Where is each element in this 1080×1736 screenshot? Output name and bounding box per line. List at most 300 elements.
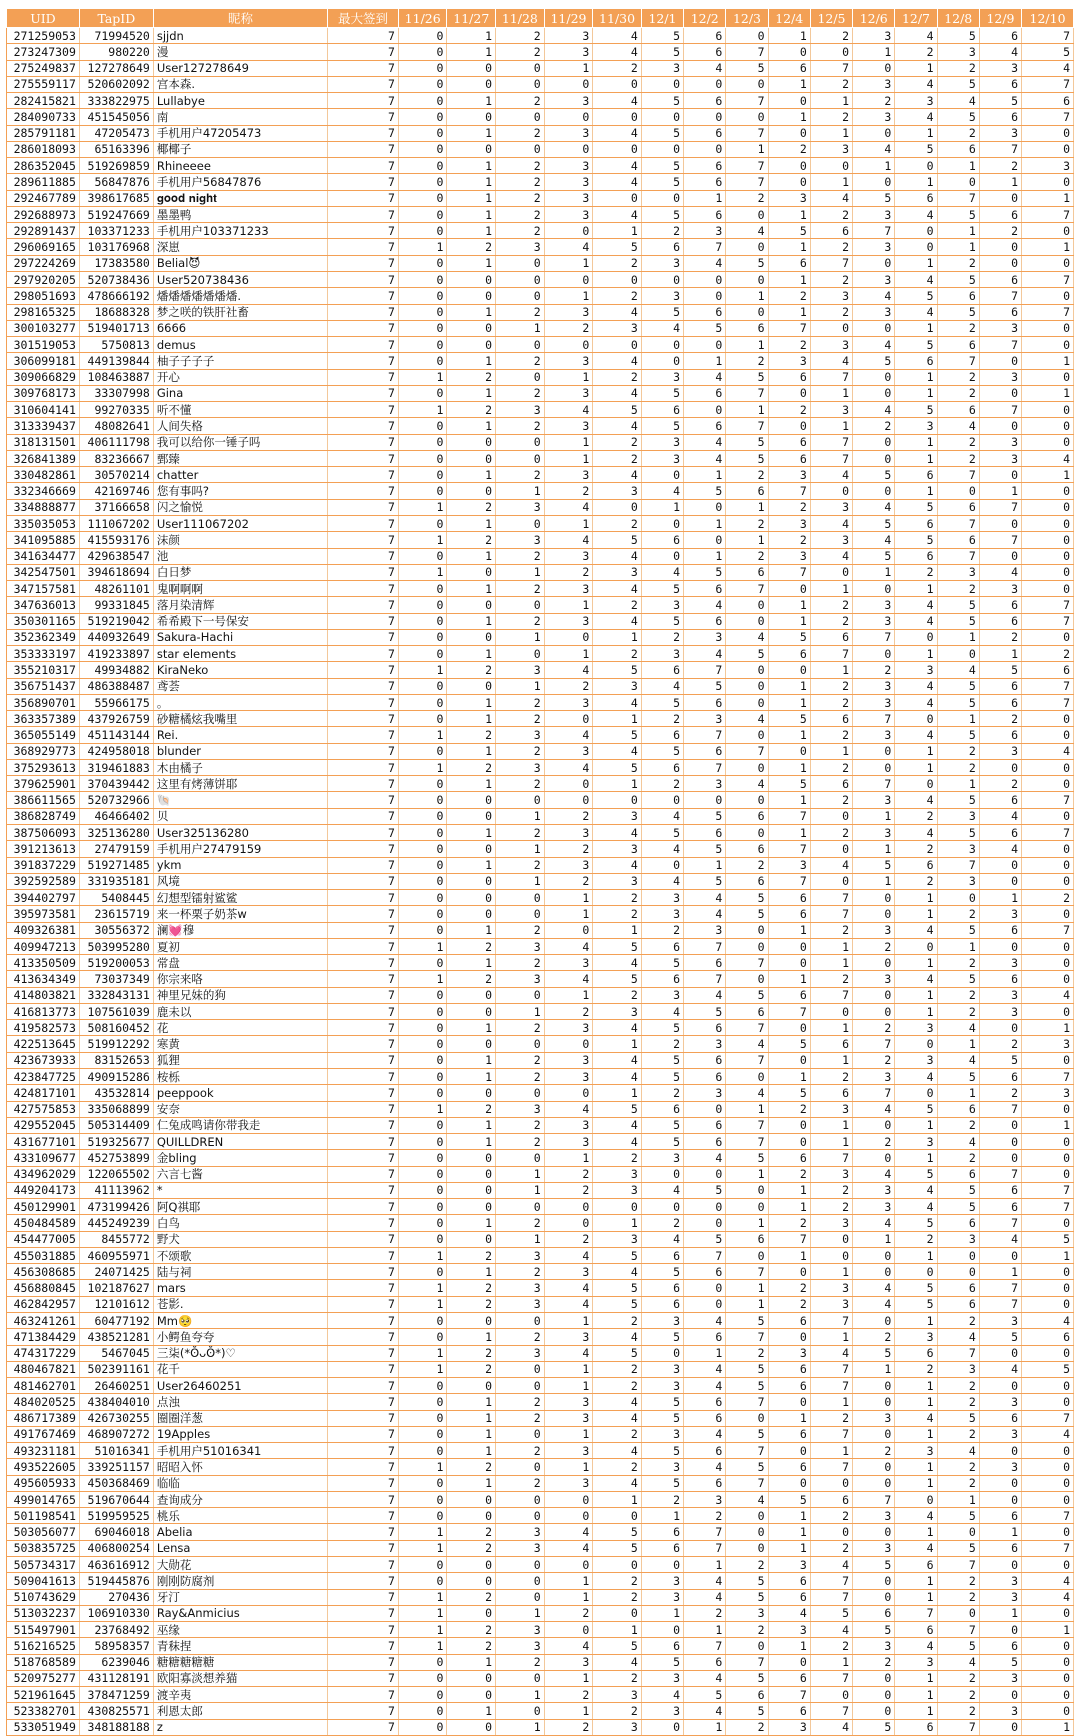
cell-d1130: 5 — [593, 1247, 642, 1263]
cell-d1130: 2 — [593, 906, 642, 922]
cell-uid: 347157581 — [7, 581, 80, 597]
table-row — [7, 1687, 1074, 1703]
cell-d1128: 2 — [496, 44, 545, 60]
table-row — [7, 174, 1074, 190]
cell-d1130: 5 — [593, 402, 642, 418]
cell-nickname: Sakura-Hachi — [153, 629, 327, 645]
cell-d1127: 0 — [447, 873, 496, 889]
cell-d1205: 1 — [810, 1052, 852, 1068]
cell-d1207: 1 — [895, 1312, 937, 1328]
cell-d1128: 0 — [496, 792, 545, 808]
cell-d1201: 5 — [641, 1329, 683, 1345]
cell-d1204: 2 — [768, 402, 810, 418]
cell-d1127: 2 — [447, 239, 496, 255]
cell-d1208: 0 — [937, 483, 979, 499]
cell-d1207: 5 — [895, 1166, 937, 1182]
cell-d1130: 1 — [593, 711, 642, 727]
table-row — [7, 1556, 1074, 1572]
cell-d1210: 4 — [1022, 1312, 1074, 1328]
cell-tapid: 519325677 — [79, 1134, 153, 1150]
cell-d1210: 4 — [1022, 1426, 1074, 1442]
cell-uid: 481462701 — [7, 1378, 80, 1394]
cell-d1206: 0 — [853, 369, 895, 385]
cell-d1210: 7 — [1022, 694, 1074, 710]
cell-d1203: 5 — [726, 1589, 768, 1605]
cell-nickname: peeppook — [153, 1085, 327, 1101]
cell-d1205: 3 — [810, 1296, 852, 1312]
cell-d1205: 4 — [810, 857, 852, 873]
cell-d1130: 5 — [593, 532, 642, 548]
cell-d1128: 0 — [496, 1573, 545, 1589]
cell-d1203: 6 — [726, 841, 768, 857]
cell-d1209: 0 — [979, 418, 1021, 434]
cell-d1206: 7 — [853, 776, 895, 792]
table-row — [7, 1150, 1074, 1166]
cell-d1209: 0 — [979, 353, 1021, 369]
cell-d1206: 4 — [853, 1296, 895, 1312]
cell-max-checkin: 7 — [328, 1231, 399, 1247]
cell-d1201: 6 — [641, 239, 683, 255]
table-row — [7, 906, 1074, 922]
table-body — [7, 28, 1074, 1736]
cell-d1126: 0 — [398, 1475, 447, 1491]
cell-d1209: 6 — [979, 1182, 1021, 1198]
cell-d1207: 4 — [895, 1069, 937, 1085]
cell-d1126: 0 — [398, 694, 447, 710]
cell-tapid: 6239046 — [79, 1654, 153, 1670]
cell-d1203: 7 — [726, 385, 768, 401]
cell-d1130: 1 — [593, 1622, 642, 1638]
cell-d1126: 1 — [398, 1459, 447, 1475]
cell-d1209: 7 — [979, 1296, 1021, 1312]
cell-tapid: 519271485 — [79, 857, 153, 873]
cell-d1130: 3 — [593, 841, 642, 857]
cell-d1127: 0 — [447, 1166, 496, 1182]
cell-d1208: 2 — [937, 1589, 979, 1605]
cell-d1209: 1 — [979, 1264, 1021, 1280]
cell-d1202: 5 — [684, 1003, 726, 1019]
cell-d1203: 7 — [726, 93, 768, 109]
cell-d1127: 1 — [447, 158, 496, 174]
cell-d1204: 1 — [768, 1524, 810, 1540]
cell-d1209: 7 — [979, 1280, 1021, 1296]
cell-d1202: 5 — [684, 1687, 726, 1703]
cell-d1205: 0 — [810, 808, 852, 824]
cell-d1129: 2 — [544, 1003, 593, 1019]
header-row — [7, 9, 1074, 28]
cell-d1126: 0 — [398, 304, 447, 320]
cell-d1130: 4 — [593, 385, 642, 401]
cell-d1128: 1 — [496, 483, 545, 499]
cell-d1130: 1 — [593, 1085, 642, 1101]
cell-uid: 292467789 — [7, 190, 80, 206]
cell-d1207: 3 — [895, 1443, 937, 1459]
cell-d1204: 1 — [768, 971, 810, 987]
cell-d1204: 3 — [768, 515, 810, 531]
cell-d1204: 7 — [768, 320, 810, 336]
cell-d1201: 0 — [641, 1199, 683, 1215]
cell-d1203: 4 — [726, 1036, 768, 1052]
cell-d1209: 3 — [979, 450, 1021, 466]
cell-tapid: 12101612 — [79, 1296, 153, 1312]
column-header-d1129: 11/29 — [544, 9, 593, 28]
cell-d1207: 1 — [895, 385, 937, 401]
cell-nickname: 圈圈洋葱 — [153, 1410, 327, 1426]
cell-nickname: 夏初 — [153, 938, 327, 954]
cell-d1210: 4 — [1022, 987, 1074, 1003]
cell-d1208: 7 — [937, 857, 979, 873]
cell-d1202: 4 — [684, 987, 726, 1003]
cell-d1129: 3 — [544, 190, 593, 206]
cell-d1130: 2 — [593, 288, 642, 304]
table-row — [7, 597, 1074, 613]
cell-d1130: 4 — [593, 1020, 642, 1036]
cell-d1129: 0 — [544, 776, 593, 792]
cell-d1130: 4 — [593, 1394, 642, 1410]
cell-d1201: 0 — [641, 857, 683, 873]
cell-d1208: 5 — [937, 271, 979, 287]
cell-d1208: 5 — [937, 206, 979, 222]
cell-d1202: 3 — [684, 629, 726, 645]
cell-d1129: 2 — [544, 678, 593, 694]
cell-d1209: 6 — [979, 727, 1021, 743]
cell-d1210: 7 — [1022, 304, 1074, 320]
cell-d1209: 6 — [979, 271, 1021, 287]
cell-d1209: 1 — [979, 646, 1021, 662]
cell-d1207: 1 — [895, 987, 937, 1003]
cell-d1201: 6 — [641, 1280, 683, 1296]
cell-d1208: 2 — [937, 434, 979, 450]
table-row — [7, 662, 1074, 678]
cell-uid: 341095885 — [7, 532, 80, 548]
cell-d1201: 0 — [641, 467, 683, 483]
cell-nickname: mars — [153, 1280, 327, 1296]
cell-d1209: 6 — [979, 678, 1021, 694]
cell-d1202: 5 — [684, 678, 726, 694]
cell-d1206: 2 — [853, 1329, 895, 1345]
cell-nickname: 𝐠𝐨𝐨𝐝 𝐧𝐢𝐠𝐡𝐭 — [153, 190, 327, 206]
cell-d1205: 2 — [810, 678, 852, 694]
cell-d1205: 2 — [810, 1182, 852, 1198]
cell-d1130: 2 — [593, 1670, 642, 1686]
cell-d1129: 0 — [544, 792, 593, 808]
cell-d1204: 1 — [768, 1508, 810, 1524]
cell-d1129: 0 — [544, 271, 593, 287]
cell-d1126: 0 — [398, 1069, 447, 1085]
cell-d1209: 0 — [979, 1687, 1021, 1703]
cell-d1210: 7 — [1022, 922, 1074, 938]
cell-d1209: 6 — [979, 597, 1021, 613]
cell-d1130: 1 — [593, 922, 642, 938]
cell-d1208: 3 — [937, 1231, 979, 1247]
cell-nickname: 渡辛夷 — [153, 1687, 327, 1703]
cell-d1202: 7 — [684, 662, 726, 678]
cell-nickname: 幻想型镭射鲨鲨 — [153, 890, 327, 906]
cell-d1208: 2 — [937, 450, 979, 466]
cell-d1126: 0 — [398, 1654, 447, 1670]
cell-uid: 454477005 — [7, 1231, 80, 1247]
cell-d1210: 0 — [1022, 499, 1074, 515]
cell-d1210: 0 — [1022, 1052, 1074, 1068]
cell-d1127: 0 — [447, 1231, 496, 1247]
cell-uid: 363357389 — [7, 711, 80, 727]
cell-d1208: 2 — [937, 1687, 979, 1703]
cell-d1128: 3 — [496, 1247, 545, 1263]
cell-nickname: 鬼啊啊啊 — [153, 581, 327, 597]
cell-nickname: 桉栎 — [153, 1069, 327, 1085]
cell-d1208: 3 — [937, 44, 979, 60]
cell-d1206: 3 — [853, 109, 895, 125]
cell-d1206: 5 — [853, 467, 895, 483]
cell-d1206: 4 — [853, 532, 895, 548]
cell-d1206: 0 — [853, 890, 895, 906]
cell-d1201: 3 — [641, 1670, 683, 1686]
cell-d1207: 0 — [895, 223, 937, 239]
cell-d1209: 0 — [979, 1475, 1021, 1491]
cell-d1127: 0 — [447, 288, 496, 304]
cell-max-checkin: 7 — [328, 158, 399, 174]
cell-d1130: 5 — [593, 727, 642, 743]
cell-d1204: 6 — [768, 60, 810, 76]
cell-d1206: 0 — [853, 955, 895, 971]
cell-tapid: 426730255 — [79, 1410, 153, 1426]
cell-nickname: 这里有烤薄饼耶 — [153, 776, 327, 792]
cell-d1210: 0 — [1022, 1394, 1074, 1410]
cell-d1127: 1 — [447, 1475, 496, 1491]
cell-nickname: 金bling — [153, 1150, 327, 1166]
cell-d1128: 0 — [496, 255, 545, 271]
cell-max-checkin: 7 — [328, 1296, 399, 1312]
cell-d1203: 0 — [726, 76, 768, 92]
table-row — [7, 418, 1074, 434]
cell-d1127: 0 — [447, 337, 496, 353]
cell-max-checkin: 7 — [328, 759, 399, 775]
cell-d1203: 2 — [726, 353, 768, 369]
cell-d1207: 1 — [895, 483, 937, 499]
cell-d1203: 2 — [726, 190, 768, 206]
cell-d1129: 1 — [544, 1361, 593, 1377]
cell-d1126: 0 — [398, 1150, 447, 1166]
cell-d1208: 5 — [937, 922, 979, 938]
cell-d1128: 2 — [496, 158, 545, 174]
cell-d1126: 1 — [398, 759, 447, 775]
cell-d1210: 0 — [1022, 320, 1074, 336]
cell-d1202: 4 — [684, 1573, 726, 1589]
cell-d1204: 6 — [768, 890, 810, 906]
cell-d1203: 1 — [726, 288, 768, 304]
cell-d1127: 2 — [447, 759, 496, 775]
cell-d1201: 6 — [641, 662, 683, 678]
cell-d1202: 6 — [684, 1069, 726, 1085]
cell-tapid: 8455772 — [79, 1231, 153, 1247]
cell-d1205: 4 — [810, 1719, 852, 1735]
cell-d1202: 0 — [684, 402, 726, 418]
cell-uid: 518768589 — [7, 1654, 80, 1670]
cell-d1129: 4 — [544, 239, 593, 255]
cell-tapid: 519670644 — [79, 1491, 153, 1507]
column-header-d1204: 12/4 — [768, 9, 810, 28]
cell-max-checkin: 7 — [328, 1378, 399, 1394]
cell-d1130: 3 — [593, 1231, 642, 1247]
cell-uid: 350301165 — [7, 613, 80, 629]
cell-d1208: 6 — [937, 1215, 979, 1231]
cell-d1207: 0 — [895, 629, 937, 645]
cell-d1202: 6 — [684, 694, 726, 710]
cell-d1210: 7 — [1022, 825, 1074, 841]
cell-d1209: 2 — [979, 629, 1021, 645]
cell-d1203: 0 — [726, 239, 768, 255]
cell-tapid: 319461883 — [79, 759, 153, 775]
cell-d1129: 0 — [544, 1215, 593, 1231]
cell-d1204: 7 — [768, 1231, 810, 1247]
cell-max-checkin: 7 — [328, 792, 399, 808]
cell-d1130: 4 — [593, 206, 642, 222]
cell-d1201: 0 — [641, 792, 683, 808]
cell-d1126: 0 — [398, 1703, 447, 1719]
cell-d1206: 1 — [853, 873, 895, 889]
cell-max-checkin: 7 — [328, 1134, 399, 1150]
cell-max-checkin: 7 — [328, 776, 399, 792]
cell-d1201: 0 — [641, 1556, 683, 1572]
cell-d1203: 1 — [726, 532, 768, 548]
cell-uid: 449204173 — [7, 1182, 80, 1198]
cell-d1127: 1 — [447, 1117, 496, 1133]
cell-d1207: 3 — [895, 1020, 937, 1036]
cell-d1126: 0 — [398, 28, 447, 44]
cell-d1203: 5 — [726, 1378, 768, 1394]
cell-uid: 520975277 — [7, 1670, 80, 1686]
cell-d1201: 5 — [641, 385, 683, 401]
cell-d1208: 0 — [937, 174, 979, 190]
cell-d1207: 3 — [895, 418, 937, 434]
cell-uid: 379625901 — [7, 776, 80, 792]
cell-d1203: 0 — [726, 1247, 768, 1263]
cell-d1126: 0 — [398, 597, 447, 613]
cell-d1128: 2 — [496, 385, 545, 401]
cell-d1210: 7 — [1022, 597, 1074, 613]
cell-d1126: 1 — [398, 1638, 447, 1654]
cell-d1126: 0 — [398, 1491, 447, 1507]
cell-d1204: 0 — [768, 44, 810, 60]
cell-uid: 416813773 — [7, 1003, 80, 1019]
cell-d1201: 5 — [641, 1264, 683, 1280]
cell-d1205: 1 — [810, 125, 852, 141]
cell-d1206: 4 — [853, 1280, 895, 1296]
cell-d1208: 2 — [937, 1378, 979, 1394]
table-row — [7, 1166, 1074, 1182]
cell-d1201: 5 — [641, 1475, 683, 1491]
cell-tapid: 107561039 — [79, 1003, 153, 1019]
cell-d1205: 6 — [810, 1036, 852, 1052]
cell-d1207: 3 — [895, 1329, 937, 1345]
cell-d1205: 1 — [810, 385, 852, 401]
cell-nickname: 池 — [153, 548, 327, 564]
cell-max-checkin: 7 — [328, 1329, 399, 1345]
cell-d1204: 1 — [768, 727, 810, 743]
cell-tapid: 55966175 — [79, 694, 153, 710]
cell-uid: 356890701 — [7, 694, 80, 710]
cell-d1130: 4 — [593, 1264, 642, 1280]
cell-d1210: 4 — [1022, 450, 1074, 466]
table-row — [7, 467, 1074, 483]
column-header-d1201: 12/1 — [641, 9, 683, 28]
cell-uid: 455031885 — [7, 1247, 80, 1263]
cell-d1128: 2 — [496, 1443, 545, 1459]
cell-d1201: 0 — [641, 271, 683, 287]
cell-d1130: 0 — [593, 1556, 642, 1572]
table-row — [7, 532, 1074, 548]
cell-d1126: 1 — [398, 1361, 447, 1377]
cell-nickname: 苍影. — [153, 1296, 327, 1312]
table-row — [7, 1394, 1074, 1410]
cell-d1204: 0 — [768, 955, 810, 971]
cell-d1209: 0 — [979, 1117, 1021, 1133]
cell-d1208: 6 — [937, 402, 979, 418]
cell-d1127: 0 — [447, 564, 496, 580]
cell-d1207: 5 — [895, 402, 937, 418]
table-row — [7, 60, 1074, 76]
cell-d1204: 6 — [768, 646, 810, 662]
cell-d1205: 1 — [810, 1117, 852, 1133]
cell-d1207: 1 — [895, 646, 937, 662]
cell-d1130: 2 — [593, 1589, 642, 1605]
cell-d1129: 3 — [544, 206, 593, 222]
cell-max-checkin: 7 — [328, 873, 399, 889]
cell-d1210: 0 — [1022, 1459, 1074, 1475]
cell-d1130: 4 — [593, 125, 642, 141]
cell-d1126: 0 — [398, 44, 447, 60]
cell-d1205: 1 — [810, 1134, 852, 1150]
cell-max-checkin: 7 — [328, 1182, 399, 1198]
cell-d1202: 0 — [684, 141, 726, 157]
cell-d1202: 6 — [684, 125, 726, 141]
cell-d1208: 1 — [937, 711, 979, 727]
cell-d1203: 6 — [726, 808, 768, 824]
cell-d1208: 4 — [937, 418, 979, 434]
column-header-d1126: 11/26 — [398, 9, 447, 28]
table-row — [7, 190, 1074, 206]
cell-d1206: 4 — [853, 1101, 895, 1117]
table-row — [7, 1622, 1074, 1638]
cell-d1130: 0 — [593, 109, 642, 125]
cell-d1203: 0 — [726, 678, 768, 694]
cell-d1203: 4 — [726, 711, 768, 727]
cell-d1208: 0 — [937, 646, 979, 662]
cell-tapid: 519200053 — [79, 955, 153, 971]
cell-d1127: 1 — [447, 1443, 496, 1459]
cell-d1207: 6 — [895, 857, 937, 873]
cell-d1209: 1 — [979, 890, 1021, 906]
table-row — [7, 1329, 1074, 1345]
cell-d1204: 1 — [768, 1182, 810, 1198]
cell-max-checkin: 7 — [328, 369, 399, 385]
cell-d1126: 0 — [398, 109, 447, 125]
cell-d1208: 2 — [937, 1573, 979, 1589]
table-row — [7, 808, 1074, 824]
cell-uid: 433109677 — [7, 1150, 80, 1166]
cell-d1205: 2 — [810, 28, 852, 44]
cell-d1202: 0 — [684, 532, 726, 548]
cell-d1207: 3 — [895, 1134, 937, 1150]
cell-nickname: 巫缘 — [153, 1622, 327, 1638]
cell-d1128: 0 — [496, 288, 545, 304]
cell-max-checkin: 7 — [328, 1410, 399, 1426]
cell-d1206: 3 — [853, 613, 895, 629]
cell-d1206: 0 — [853, 906, 895, 922]
cell-d1210: 0 — [1022, 532, 1074, 548]
cell-d1204: 2 — [768, 337, 810, 353]
cell-d1205: 7 — [810, 369, 852, 385]
